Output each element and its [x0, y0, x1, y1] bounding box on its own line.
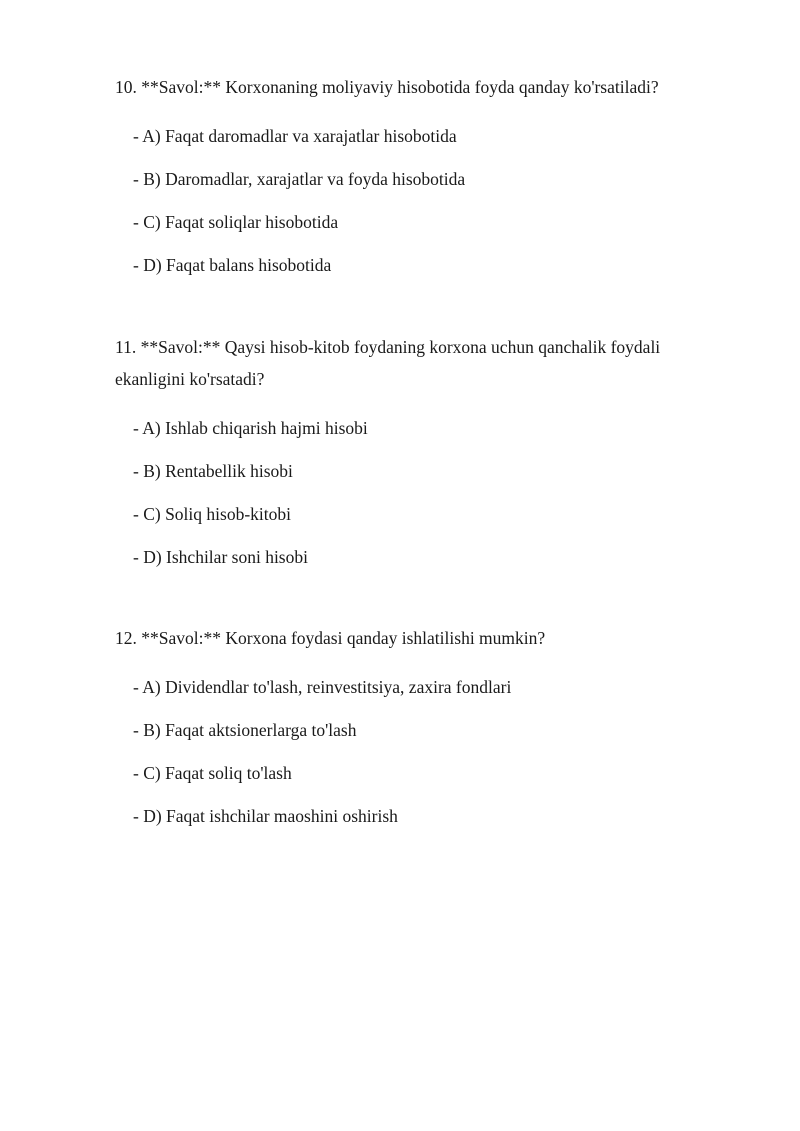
question-text: 11. **Savol:** Qaysi hisob-kitob foydaning korxona uchun qanchalik foydali ekanligini ko'rsatadi?	[115, 337, 661, 389]
question-text: 10. **Savol:** Korxonaning moliyaviy hisobotida foyda qanday ko'rsatiladi?	[115, 77, 659, 97]
option-b: - B) Faqat aktsionerlarga to'lash	[133, 720, 357, 740]
option-a: - A) Ishlab chiqarish hajmi hisobi	[133, 418, 368, 438]
option-b: - B) Rentabellik hisobi	[133, 461, 293, 481]
question-text: 12. **Savol:** Korxona foydasi qanday ishlatilishi mumkin?	[115, 628, 546, 648]
question-12	[115, 622, 715, 826]
option-d: - D) Faqat balans hisobotida	[133, 255, 332, 275]
question-11	[115, 331, 715, 567]
option-a: - A) Faqat daromadlar va xarajatlar hisobotida	[133, 126, 457, 146]
option-c: - C) Soliq hisob-kitobi	[133, 504, 291, 524]
option-list	[115, 677, 715, 826]
option-d: - D) Ishchilar soni hisobi	[133, 547, 308, 567]
option-d: - D) Faqat ishchilar maoshini oshirish	[133, 806, 398, 826]
question-10	[115, 71, 715, 275]
option-a: - A) Dividendlar to'lash, reinvestitsiya, zaxira fondlari	[133, 677, 512, 697]
option-c: - C) Faqat soliq to'lash	[133, 763, 292, 783]
option-c: - C) Faqat soliqlar hisobotida	[133, 212, 339, 232]
option-list	[115, 126, 715, 275]
option-b: - B) Daromadlar, xarajatlar va foyda hisobotida	[133, 169, 466, 189]
option-list	[115, 418, 715, 567]
